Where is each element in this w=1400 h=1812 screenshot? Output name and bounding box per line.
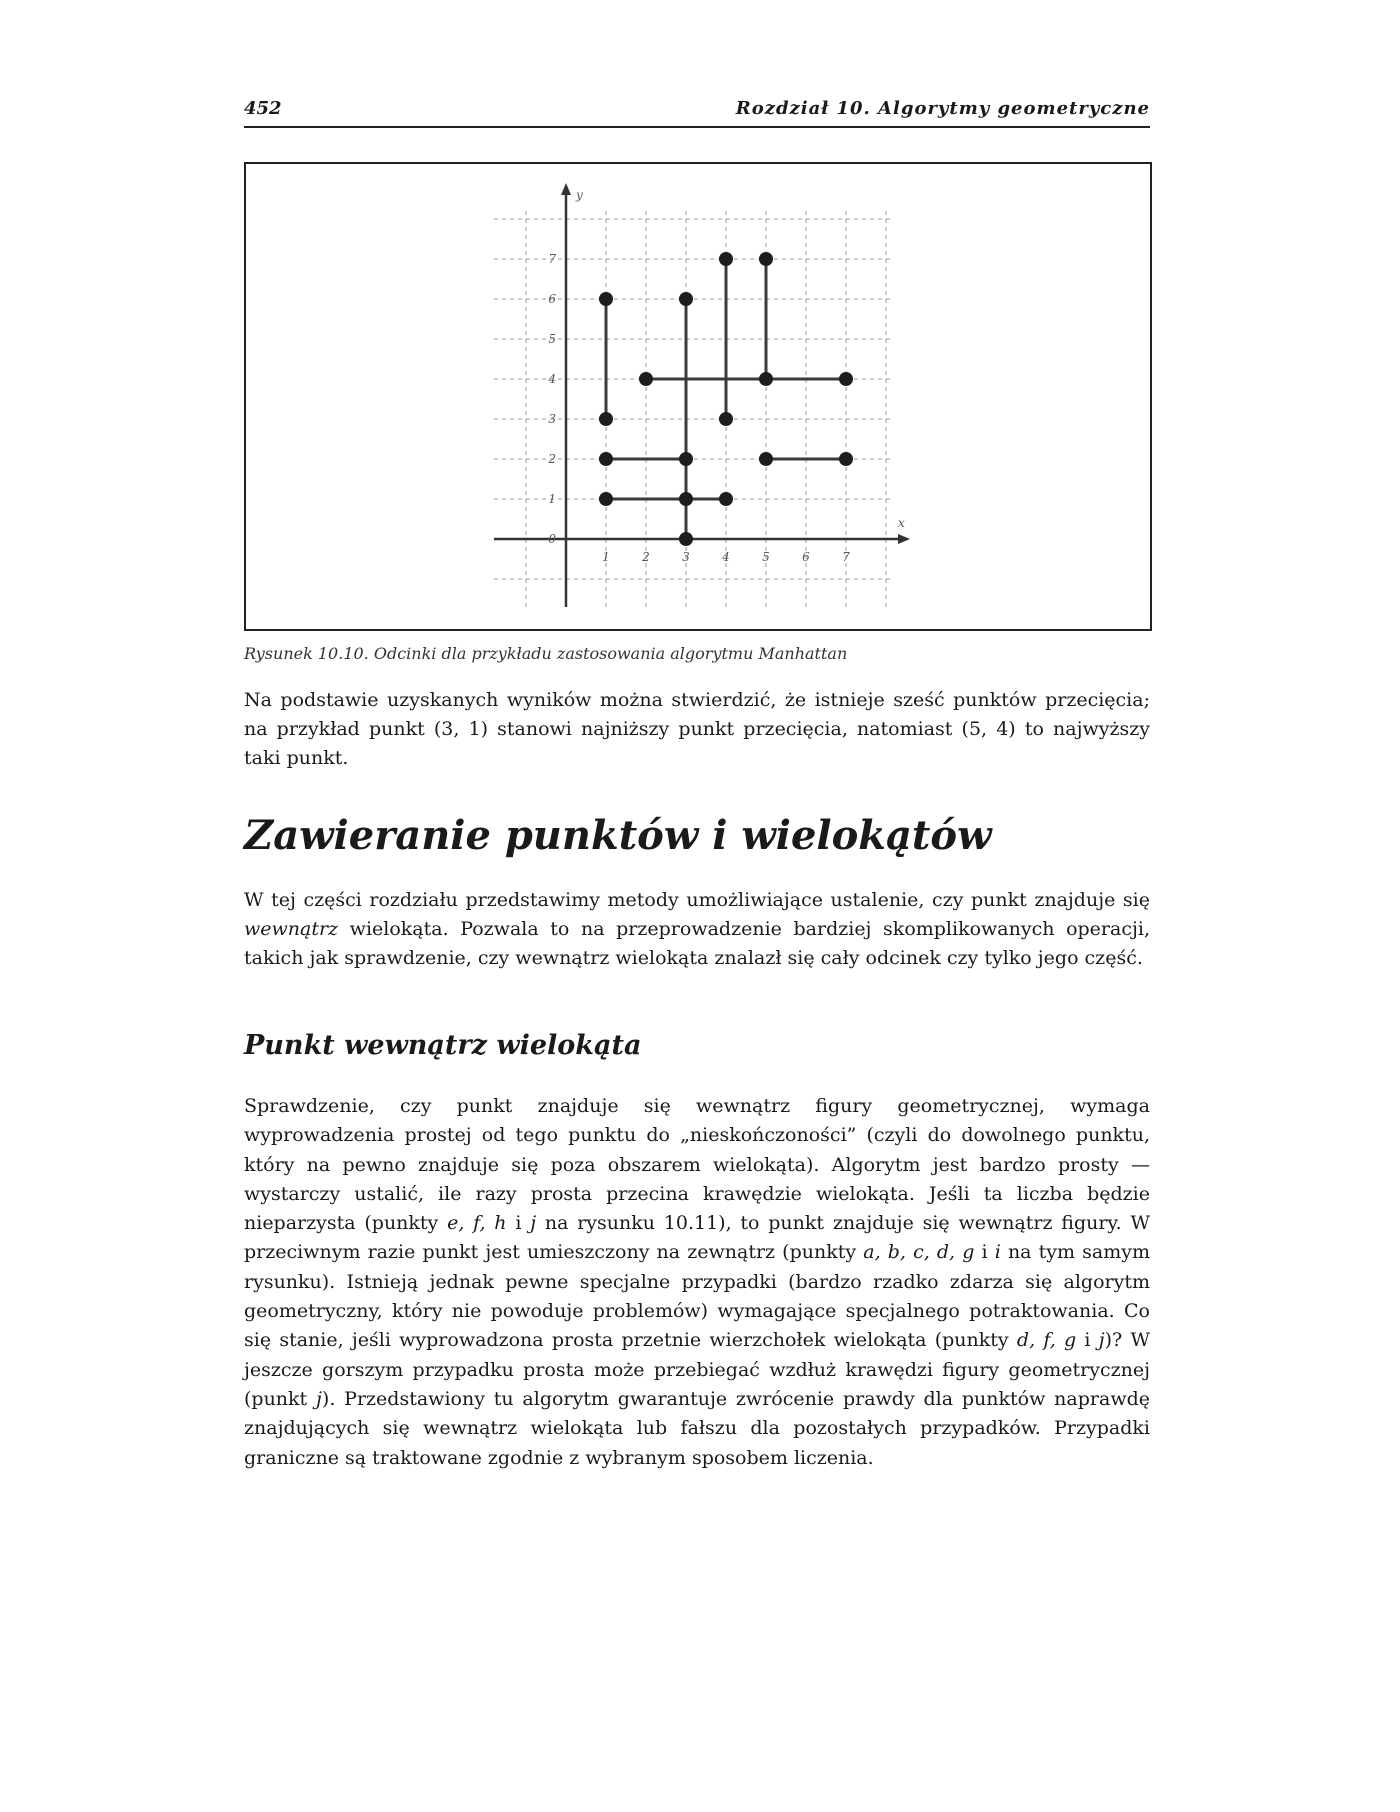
point-names: j (1098, 1329, 1105, 1352)
x-axis-label: x (898, 516, 905, 530)
y-tick-label: 2 (548, 452, 556, 466)
text-run: ). Przedstawiony tu algorytm gwarantuje zwrócenie prawdy dla punktów naprawdę znajdujących się wewnątrz wielokąta lub fałszu dla pozostałych przypadków. Przypadki graniczne są traktowane zgodnie z wybranym sposobem liczenia. (244, 1387, 1150, 1469)
paragraph-section-intro (244, 886, 1150, 973)
y-tick-label: 1 (548, 492, 556, 506)
x-tick-label: 3 (682, 550, 690, 564)
x-tick-label: 5 (762, 550, 770, 564)
paragraph-intersections: Na podstawie uzyskanych wyników można stwierdzić, że istnieje sześć punktów przecięcia; na przykład punkt (3, 1) stanowi najniższy punkt przecięcia, natomiast (5, 4) to najwyższy taki punkt. (244, 689, 1150, 769)
segment-endpoint (679, 532, 693, 546)
segment-endpoint (679, 492, 693, 506)
segment-endpoint (759, 452, 773, 466)
subsection-heading: Punkt wewnątrz wielokąta (244, 1030, 642, 1061)
text-run: W tej części rozdziału przedstawimy metody umożliwiające ustalenie, czy punkt znajduje się (244, 889, 1150, 911)
chapter-title: Rozdział 10. Algorytmy geometryczne (735, 98, 1150, 119)
point-names: e, f, h (447, 1212, 507, 1235)
segment-endpoint (719, 252, 733, 266)
y-axis-arrow (561, 183, 571, 195)
segment-endpoint (759, 372, 773, 386)
point-names: i (994, 1241, 1001, 1264)
text-run: i (506, 1212, 531, 1235)
manhattan-figure (246, 164, 1150, 629)
x-tick-label: 4 (722, 550, 730, 564)
text-run: na tym samym rysunku). Istnieją jednak pewne specjalne przypadki (bardzo rzadko zdarza się algorytm geometryczny, który nie powoduje problemów) wymagające specjalnego potraktowania. Co się stanie, jeśli wyprowadzona prosta przetnie wierzchołek wielokąta (punkty (244, 1241, 1150, 1352)
page-number: 452 (244, 98, 282, 119)
point-names: j (316, 1387, 322, 1410)
point-names: d, f, g (1016, 1329, 1077, 1352)
y-tick-label: 4 (548, 372, 556, 386)
section-heading: Zawieranie punktów i wielokątów (244, 812, 992, 859)
figure-frame (244, 162, 1152, 631)
y-tick-label: 3 (548, 412, 556, 426)
segment-endpoint (679, 292, 693, 306)
point-names: j (530, 1212, 537, 1235)
paragraph-point-in-polygon (244, 1092, 1150, 1473)
segment-endpoint (719, 412, 733, 426)
y-tick-label: 6 (548, 292, 556, 306)
segment-endpoint (839, 372, 853, 386)
x-tick-label: 1 (602, 550, 610, 564)
segment-endpoint (639, 372, 653, 386)
text-run: i (1076, 1329, 1099, 1352)
point-names: a, b, c, d, g (863, 1241, 975, 1264)
y-axis-label: y (576, 188, 583, 202)
segment-endpoint (599, 292, 613, 306)
x-tick-label: 2 (642, 550, 650, 564)
text-run: Sprawdzenie, czy punkt znajduje się wewnątrz figury geometrycznej, wymaga wyprowadzenia prostej od tego punktu do „nieskończoności” (czyli do dowolnego punktu, który na pewno znajduje się poza obszarem wielokąta). Algorytm jest bardzo prosty — wystarczy ustalić, ile razy prosta przecina krawędzie wielokąta. Jeśli ta liczba będzie nieparzysta (punkty (244, 1095, 1150, 1235)
text-run: na rysunku 10.11), to punkt znajduje się wewnątrz figury. W przeciwnym razie punkt jest umieszczony na zewnątrz (punkty (244, 1212, 1150, 1264)
segment-endpoint (759, 252, 773, 266)
segment-endpoint (719, 492, 733, 506)
segment-endpoint (599, 412, 613, 426)
text-run: i (974, 1241, 995, 1264)
page-header (244, 96, 1150, 128)
emphasis: wewnątrz (244, 918, 339, 940)
y-tick-label: 7 (548, 252, 556, 266)
y-tick-label: 0 (548, 532, 556, 546)
x-tick-label: 6 (802, 550, 810, 564)
figure-caption: Rysunek 10.10. Odcinki dla przykładu zastosowania algorytmu Manhattan (244, 644, 848, 663)
x-tick-label: 7 (842, 550, 850, 564)
y-tick-label: 5 (548, 332, 556, 346)
segment-endpoint (839, 452, 853, 466)
text-run: )? W jeszcze gorszym przypadku prosta może przebiegać wzdłuż krawędzi figury geometrycznej (punkt (244, 1329, 1151, 1410)
segment-endpoint (679, 452, 693, 466)
segment-endpoint (599, 492, 613, 506)
x-axis-arrow (898, 534, 910, 544)
text-run: wielokąta. Pozwala to na przeprowadzenie bardziej skomplikowanych operacji, takich jak sprawdzenie, czy wewnątrz wielokąta znalazł się cały odcinek czy tylko jego część. (244, 918, 1150, 969)
segment-endpoint (599, 452, 613, 466)
